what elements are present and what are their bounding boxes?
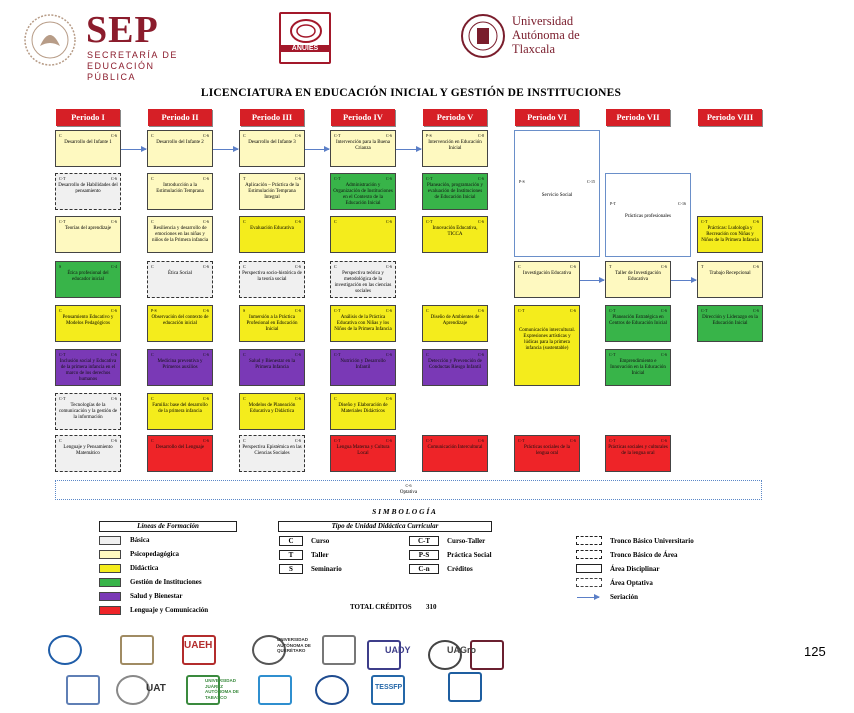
course-name: Comunicación intercultural. Expresiones artísticas y lúdicas para la primera infancia (sustentable): [518, 328, 576, 351]
period-header: Periodo VII: [606, 109, 670, 126]
sep-subtitle-2: EDUCACIÓN PÚBLICA: [87, 61, 155, 82]
course-box: [55, 261, 121, 298]
practicas-type: P-T: [610, 201, 616, 206]
course-name: Desarrollo de Habilidades del pensamiento: [58, 183, 118, 194]
course-name: Prácticas sociales de la lengua oral: [524, 445, 570, 456]
course-credits: C-6: [295, 133, 301, 138]
course-box: [514, 261, 580, 298]
course-credits: C-6: [386, 219, 392, 224]
course-type: C: [334, 219, 337, 224]
course-credits: C-6: [111, 438, 117, 443]
anuies-label: ANUIES: [281, 45, 329, 52]
course-name: Intervención para la Buena Crianza: [335, 140, 390, 151]
course-credits: C-6: [203, 438, 209, 443]
course-box: [330, 216, 396, 253]
course-box: [239, 393, 305, 430]
course-name: Observación del contexto de educación inicial: [151, 315, 209, 326]
course-type: C-T: [426, 219, 433, 224]
course-credits: C-6: [295, 438, 301, 443]
servicio-social-type: P-S: [519, 179, 525, 184]
tipo-label: Taller: [311, 551, 329, 559]
course-name: Investigación Educativa: [522, 271, 572, 276]
tipo-heading: Tipo de Unidad Didáctica Curricular: [278, 521, 492, 532]
area-swatch: [576, 550, 602, 559]
course-name: Nutrición y Desarrollo Infantil: [340, 359, 386, 370]
course-credits: C-6: [386, 264, 392, 269]
course-credits: C-6: [386, 352, 392, 357]
course-name: Desarrollo del Infante 1: [64, 140, 112, 145]
course-type: P-S: [426, 133, 432, 138]
course-credits: C-6: [203, 133, 209, 138]
course-box: [239, 349, 305, 386]
course-box: [55, 173, 121, 210]
course-type: C: [243, 219, 246, 224]
course-name: Aplicación – Práctica de la Estimulación Temprana Integral: [245, 183, 299, 200]
course-name: Detección y Prevención de Conductas Riesgo Infantil: [428, 359, 482, 370]
course-type: C: [334, 396, 337, 401]
course-name: Introducción a la Estimulación Temprana: [156, 183, 204, 194]
course-type: C-T: [59, 352, 66, 357]
seriacion-arrow-icon: [213, 149, 238, 150]
practicas-credits: C-16: [678, 201, 686, 206]
course-box: [514, 305, 580, 386]
course-name: Inclusión social y Educativa de la primera infancia en el marco de los derechos humanos: [59, 359, 117, 382]
course-name: Evaluación Educativa: [250, 226, 294, 231]
course-type: C: [59, 133, 62, 138]
course-credits: C-6: [570, 438, 576, 443]
seriacion-arrow-icon: [305, 149, 329, 150]
course-credits: C-6: [661, 308, 667, 313]
linea-label: Lenguaje y Comunicación: [130, 606, 209, 614]
course-name: Emprendimiento e Innovación en la Educación Inicial: [610, 359, 666, 376]
course-name: Desarrollo del Infante 2: [156, 140, 204, 145]
institution-logo-icon: [258, 675, 292, 705]
course-type: T: [609, 264, 612, 269]
course-type: T: [243, 176, 246, 181]
course-name: Perspectiva teórica y metodológica de la investigación en las ciencias sociales: [334, 271, 392, 294]
course-type: C-T: [334, 133, 341, 138]
course-type: C-T: [609, 308, 616, 313]
course-credits: C-6: [111, 352, 117, 357]
course-name: Comunicación Intercultural: [427, 445, 483, 450]
institution-logo-label: UNIVERSIDAD JUÁREZ AUTÓNOMA DE TABASCO: [205, 678, 239, 700]
tipo-code: C: [279, 536, 303, 546]
course-box: [514, 435, 580, 472]
seriacion-legend-arrow-icon: [577, 597, 599, 598]
simbologia-heading: S I M B O L O G Í A: [372, 507, 436, 516]
course-credits: C-6: [111, 308, 117, 313]
institution-logo-label: UAEH: [184, 640, 213, 651]
area-swatch: [576, 578, 602, 587]
course-type: C: [243, 396, 246, 401]
course-box: [605, 261, 671, 298]
course-type: C-T: [701, 219, 708, 224]
institution-logo-icon: [66, 675, 100, 705]
institution-logo-icon: [116, 675, 150, 705]
course-box: [330, 435, 396, 472]
course-credits: C-6: [570, 264, 576, 269]
course-box: [239, 261, 305, 298]
linea-swatch: [99, 550, 121, 559]
course-name: Prácticas: Ludología y Recreación con Niñas y Niños de la Primera Infancia: [701, 226, 759, 243]
course-box: [147, 349, 213, 386]
course-credits: C-6: [661, 264, 667, 269]
practicas-label: Prácticas profesionales: [625, 214, 671, 219]
course-credits: C-6: [111, 219, 117, 224]
course-type: S: [59, 264, 62, 269]
course-credits: C-6: [203, 396, 209, 401]
course-box: [147, 305, 213, 342]
course-name: Intervención en Educación Inicial: [428, 140, 482, 151]
course-name: Planeación Estratégica en Centros de Educación Inicial: [609, 315, 667, 326]
institution-logo-label: UAT: [146, 683, 166, 694]
course-box: [239, 305, 305, 342]
course-type: C-T: [609, 438, 616, 443]
tipo-label: Curso-Taller: [447, 537, 486, 545]
sep-wordmark: SEP: [86, 9, 159, 51]
course-box: [422, 349, 488, 386]
course-credits: C-6: [386, 176, 392, 181]
course-credits: C-6: [570, 308, 576, 313]
linea-label: Didáctica: [130, 564, 159, 572]
total-credits-value: 310: [426, 603, 437, 611]
course-credits: C-6: [478, 308, 484, 313]
tipo-label: Créditos: [447, 565, 473, 573]
course-name: Familia: base del desarrollo de la primera infancia: [152, 403, 208, 414]
period-header: Periodo I: [56, 109, 120, 126]
period-header: Periodo III: [240, 109, 304, 126]
course-box: [55, 393, 121, 430]
period-header: Periodo II: [148, 109, 212, 126]
course-box: [330, 393, 396, 430]
course-credits: C-4: [111, 264, 117, 269]
course-type: C-T: [59, 396, 66, 401]
period-header: Periodo V: [423, 109, 487, 126]
course-credits: C-6: [203, 219, 209, 224]
course-credits: C-6: [295, 308, 301, 313]
course-type: C: [151, 352, 154, 357]
course-name: Taller de Investigación Educativa: [615, 271, 661, 282]
course-type: C: [59, 438, 62, 443]
course-name: Pensamiento Educativo y Modelos Pedagógicos: [62, 315, 114, 326]
course-credits: C-6: [753, 264, 759, 269]
course-credits: C-6: [478, 438, 484, 443]
course-credits: C-6: [111, 396, 117, 401]
course-box: [55, 130, 121, 167]
course-type: P-S: [151, 308, 157, 313]
course-type: C: [243, 438, 246, 443]
course-name: Desarrollo del Lenguaje: [155, 445, 205, 450]
course-name: Dirección y Liderazgo en la Educación Inicial: [702, 315, 758, 326]
course-box: [605, 349, 671, 386]
linea-label: Básica: [130, 536, 150, 544]
lineas-heading: Líneas de Formación: [99, 521, 237, 532]
course-credits: C-6: [295, 176, 301, 181]
area-label: Tronco Básico Universitario: [610, 537, 694, 545]
institution-logo-icon: [48, 635, 82, 665]
course-type: C-T: [59, 176, 66, 181]
area-label: Tronco Básico de Área: [610, 551, 678, 559]
course-credits: C-6: [386, 308, 392, 313]
course-credits: C-6: [203, 308, 209, 313]
tipo-code: C-T: [409, 536, 439, 546]
course-box: [422, 435, 488, 472]
course-type: C-T: [426, 176, 433, 181]
course-box: [330, 261, 396, 298]
course-type: C-T: [334, 176, 341, 181]
tipo-code: S: [279, 564, 303, 574]
area-label: Área Disciplinar: [610, 565, 660, 573]
course-name: Análisis de la Práctica Educativa con Niñas y los Niños de la Primera Infancia: [334, 315, 392, 332]
course-credits: C-6: [478, 219, 484, 224]
linea-label: Psicopedagógica: [130, 550, 179, 558]
course-credits: C-6: [478, 176, 484, 181]
institution-logo-icon: [315, 675, 349, 705]
course-credits: C-6: [386, 133, 392, 138]
course-name: Prácticas sociales y culturales de la lengua oral: [608, 445, 668, 456]
course-credits: C-6: [295, 396, 301, 401]
course-credits: C-6: [295, 352, 301, 357]
course-box: [55, 305, 121, 342]
course-box: [605, 435, 671, 472]
course-credits: C-6: [203, 176, 209, 181]
course-type: C-T: [334, 438, 341, 443]
tipo-label: Seminario: [311, 565, 342, 573]
course-box: [239, 130, 305, 167]
course-name: Medicina preventiva y Primeros auxilios: [157, 359, 203, 370]
servicio-social-label: Servicio Social: [541, 193, 573, 198]
tipo-label: Curso: [311, 537, 330, 545]
course-name: Trabajo Recepcional: [709, 271, 751, 276]
course-type: C: [426, 308, 429, 313]
course-credits: C-6: [111, 176, 117, 181]
linea-swatch: [99, 592, 121, 601]
area-swatch: [576, 536, 602, 545]
course-name: Tecnologías de la comunicación y la gestión de la información: [58, 403, 118, 420]
course-name: Ética Social: [167, 271, 193, 276]
course-type: C-T: [334, 308, 341, 313]
course-type: C: [426, 352, 429, 357]
course-credits: C-8: [478, 133, 484, 138]
course-type: C: [151, 396, 154, 401]
course-box: [422, 130, 488, 167]
course-type: C-T: [426, 438, 433, 443]
course-box: [605, 305, 671, 342]
course-type: T: [701, 264, 704, 269]
course-box: [147, 216, 213, 253]
course-credits: C-6: [386, 396, 392, 401]
linea-label: Salud y Bienestar: [130, 592, 183, 600]
course-type: C: [151, 438, 154, 443]
total-credits-label: TOTAL CRÉDITOS: [350, 603, 412, 611]
tipo-code: C-n: [409, 564, 439, 574]
course-box: [239, 216, 305, 253]
tipo-code: T: [279, 550, 303, 560]
servicio-social-box: [514, 130, 600, 257]
course-type: C-T: [334, 352, 341, 357]
linea-swatch: [99, 536, 121, 545]
page-number: 125: [804, 644, 826, 659]
area-label: Área Optativa: [610, 579, 653, 587]
course-box: [147, 173, 213, 210]
course-type: C: [151, 133, 154, 138]
course-type: C: [243, 133, 246, 138]
course-type: C: [334, 264, 337, 269]
linea-label: Gestión de Instituciones: [130, 578, 202, 586]
institution-logo-label: UNIVERSIDAD AUTÓNOMA DE QUERÉTARO: [277, 637, 311, 653]
course-name: Diseño y Elaboración de Materiales Didácticos: [338, 403, 388, 414]
course-name: Perspectiva Epistémica en las Ciencias Sociales: [242, 445, 302, 456]
course-name: Ética profesional del educador inicial: [67, 271, 109, 282]
seriacion-arrow-icon: [396, 149, 421, 150]
institution-logo-icon: [322, 635, 356, 665]
tipo-code: P-S: [409, 550, 439, 560]
institution-logo-label: UADY: [385, 645, 411, 655]
course-box: [147, 435, 213, 472]
area-swatch: [576, 564, 602, 573]
course-credits: C-6: [386, 438, 392, 443]
course-name: Innovación Educativa, TICCA: [432, 226, 478, 237]
period-header: Periodo IV: [331, 109, 395, 126]
course-type: C: [243, 264, 246, 269]
course-name: Inmersión a la Práctica Profesional en Educación Inicial: [246, 315, 298, 332]
course-box: [330, 173, 396, 210]
course-name: Lengua Materna y Cultura Local: [336, 445, 390, 456]
period-header: Periodo VI: [515, 109, 579, 126]
course-type: C-T: [609, 352, 616, 357]
seriacion-arrow-icon: [671, 280, 696, 281]
course-type: C: [151, 219, 154, 224]
tipo-label: Práctica Social: [447, 551, 492, 559]
course-credits: C-6: [203, 264, 209, 269]
course-name: Diseño de Ambientes de Aprendizaje: [430, 315, 480, 326]
course-name: Teorías del aprendizaje: [64, 226, 112, 231]
course-box: [422, 173, 488, 210]
course-box: [55, 216, 121, 253]
institution-logo-icon: [120, 635, 154, 665]
practicas-profesionales-box: [605, 173, 691, 257]
page-title: LICENCIATURA EN EDUCACIÓN INICIAL Y GESTIÓN DE INSTITUCIONES: [200, 87, 622, 99]
course-credits: C-6: [753, 308, 759, 313]
optativa-label: Optativa: [399, 490, 418, 495]
course-type: S: [243, 308, 246, 313]
course-type: C: [151, 176, 154, 181]
course-box: [330, 305, 396, 342]
course-box: [422, 216, 488, 253]
uat-name-line-3: Tlaxcala: [512, 42, 556, 56]
course-box: [697, 305, 763, 342]
seriacion-arrow-icon: [580, 280, 604, 281]
course-box: [147, 393, 213, 430]
course-name: Planeación, programación y evaluación de Instituciones de Educación Inicial: [427, 183, 483, 200]
course-name: Lenguaje y Pensamiento Matemático: [63, 445, 113, 456]
institution-logo-icon: [448, 672, 482, 702]
course-box: [147, 130, 213, 167]
linea-swatch: [99, 564, 121, 573]
course-box: [239, 173, 305, 210]
sep-subtitle-1: SECRETARÍA DE: [87, 50, 178, 60]
course-box: [697, 216, 763, 253]
course-credits: C-6: [661, 438, 667, 443]
course-credits: C-6: [478, 352, 484, 357]
linea-swatch: [99, 578, 121, 587]
linea-swatch: [99, 606, 121, 615]
course-box: [55, 349, 121, 386]
institution-logo-label: UAGro: [447, 645, 476, 655]
course-type: C: [151, 264, 154, 269]
course-credits: C-6: [295, 219, 301, 224]
course-box: [147, 261, 213, 298]
course-type: C: [59, 308, 62, 313]
optativa-box: [55, 480, 762, 500]
area-label: Seriación: [610, 593, 638, 601]
course-credits: C-6: [111, 133, 117, 138]
seriacion-arrow-icon: [121, 149, 146, 150]
course-credits: C-6: [295, 264, 301, 269]
course-box: [239, 435, 305, 472]
institution-logo-label: TESSFP: [375, 684, 403, 691]
course-name: Salud y Bienestar en la Primera Infancia: [248, 359, 296, 370]
course-name: Administración y Organización de Instituciones en el Contexto de la Educación Inicial: [333, 183, 393, 206]
course-box: [330, 349, 396, 386]
course-name: Resiliencia y desarrollo de emociones en las niñas y niños de la Primera infancia: [151, 226, 209, 243]
course-type: C: [243, 352, 246, 357]
course-box: [697, 261, 763, 298]
course-box: [55, 435, 121, 472]
course-type: C-T: [518, 438, 525, 443]
course-box: [330, 130, 396, 167]
course-credits: C-6: [753, 219, 759, 224]
course-credits: C-6: [661, 352, 667, 357]
course-credits: C-6: [203, 352, 209, 357]
period-header: Periodo VIII: [698, 109, 762, 126]
course-name: Perspectiva socio-histórica de la teoría social: [242, 271, 302, 282]
servicio-social-credits: C-15: [587, 179, 595, 184]
course-type: C-T: [701, 308, 708, 313]
course-name: Modelos de Planeación Educativa y Didáctica: [248, 403, 296, 414]
course-box: [422, 305, 488, 342]
uat-name-line-2: Autónoma de: [512, 28, 580, 42]
course-type: C-T: [59, 219, 66, 224]
course-type: C: [518, 264, 521, 269]
optativa-credits: C-6: [405, 483, 412, 488]
uat-name-line-1: Universidad: [512, 14, 574, 28]
course-name: Desarrollo del Infante 3: [248, 140, 296, 145]
course-type: C-T: [518, 308, 525, 313]
